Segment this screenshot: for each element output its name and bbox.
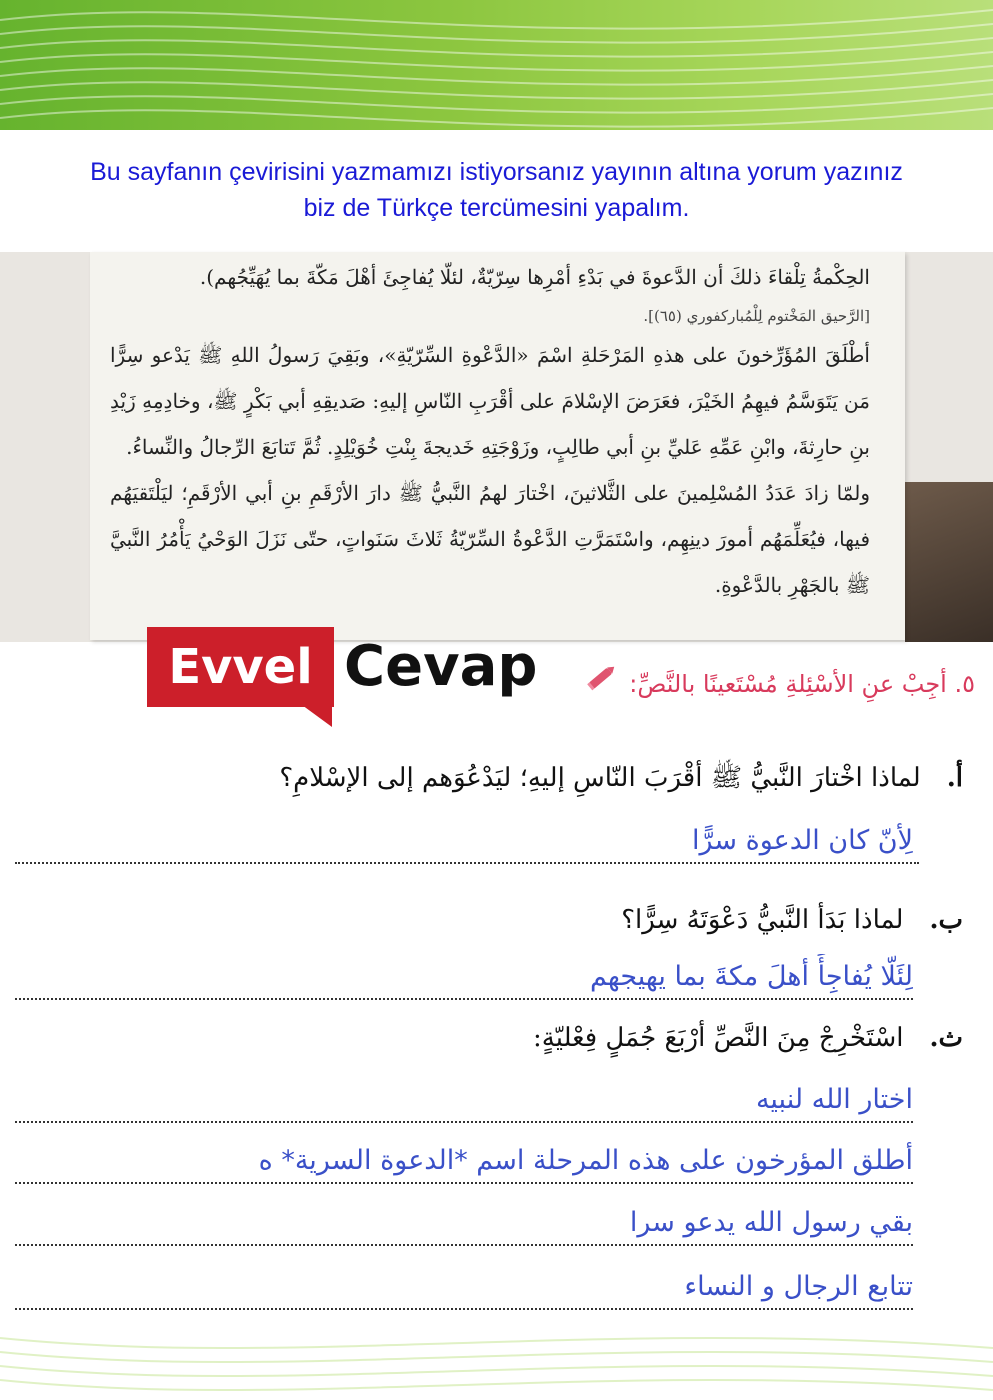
pencil-icon — [585, 660, 619, 708]
logo-evvel: Evvel — [147, 627, 334, 707]
answer-c4-text: تتابع الرجال و النساء — [684, 1271, 913, 1302]
answer-a-line[interactable] — [15, 818, 919, 864]
answer-c3-line[interactable] — [15, 1200, 913, 1246]
answer-c3-text: بقي رسول الله يدعو سرا — [629, 1207, 913, 1238]
answer-b-text: لِئَلّا يُفاجِأَ أهلَ مكةَ بما يهيجهم — [589, 961, 913, 992]
exercise-header — [585, 660, 975, 708]
answer-c4-line[interactable] — [15, 1264, 913, 1310]
answer-a-text: لِأنّ كان الدعوة سرًّا — [691, 825, 913, 856]
logo-speech-tail — [302, 705, 332, 727]
logo-cevap: Cevap — [344, 634, 538, 699]
notice-line-1: Bu sayfanın çevirisini yazmamızı istiyorsanız yayının altına yorum yazınız — [90, 158, 903, 186]
wave-decoration — [0, 0, 993, 130]
book-excerpt — [0, 252, 993, 642]
answer-c1-text: اختار الله لنبيه — [755, 1084, 913, 1115]
excerpt-source: [الرَّحيق المَخْتوم لِلْمُباركفوري (٦٥)]. — [643, 307, 870, 325]
question-c-letter: ث. — [929, 1023, 963, 1053]
answer-b-line[interactable] — [15, 954, 913, 1000]
question-c-text: اسْتَخْرِجْ مِنَ النَّصِّ أرْبَعَ جُمَلٍ فِعْليّةٍ: — [533, 1023, 904, 1053]
excerpt-paragraph-3: ولمّا زادَ عَدَدُ المُسْلِمينَ على الثَّلاثينَ، اخْتارَ لهمُ النَّبيُّ ﷺ دارَ الأرْقَمِ بنِ أبي الأرْقَمِ؛ ليَلْتَقيَهُم فيها، فيُعَلِّمَهُم أمورَ دينِهِم، واسْتَمَرَّتِ الدَّعْوةُ السِّرّيّةُ ثَلاثَ سَنَواتٍ، حتّى نَزَلَ الوَحْيُ يَأْمُرُ النَّبيَّ ﷺ بالجَهْرِ بالدَّعْوةِ. — [110, 481, 870, 597]
answer-c2-line[interactable] — [15, 1138, 913, 1184]
excerpt-paragraph-2: أطْلَقَ المُؤَرِّخونَ على هذهِ المَرْحَلةِ اسْمَ «الدَّعْوةِ السِّرّيّةِ»، وبَقِيَ رَسولُ اللهِ ﷺ يَدْعو سِرًّا مَن يَتَوَسَّمُ فيهِمُ الخَيْرَ، فعَرَضَ الإسْلامَ على أقْرَبِ النّاسِ إليهِ: صَديقِهِ أبي بَكْرٍ ﷺ، وخادِمِهِ زَيْدِ بنِ حارِثةَ، وابْنِ عَمِّهِ عَليِّ بنِ أبي طالِبٍ، وزَوْجَتِهِ خَديجةَ بِنْتِ خُوَيْلِدٍ. ثُمَّ تَتابَعَ الرِّجالُ والنِّساءُ. — [110, 343, 870, 459]
translation-notice — [0, 130, 993, 252]
answer-c1-line[interactable] — [15, 1077, 913, 1123]
question-a-text: لماذا اخْتارَ النَّبيُّ ﷺ أقْرَبَ النّاسِ إليهِ؛ ليَدْعُوَهم إلى الإسْلامِ؟ — [279, 763, 921, 793]
evvel-cevap-logo — [147, 627, 547, 727]
exercise-title: ٥. أجِبْ عنِ الأسْئِلةِ مُسْتَعينًا بالنَّصِّ: — [629, 670, 975, 698]
question-b — [621, 900, 963, 940]
notice-line-2: biz de Türkçe tercümesini yapalım. — [303, 194, 690, 222]
question-a — [279, 758, 963, 798]
answer-c2-text: أطلق المؤرخون على هذه المرحلة اسم *الدعوة السرية* ه — [258, 1145, 913, 1176]
question-a-letter: أ. — [946, 763, 963, 793]
question-b-text: لماذا بَدَأ النَّبيُّ دَعْوَتَهُ سِرًّا؟ — [621, 905, 904, 935]
question-b-letter: ب. — [929, 905, 963, 935]
excerpt-paragraph-1: الحِكْمةُ تِلْقاءَ ذلكَ أن الدَّعوةَ في بَدْءِ أمْرِها سِرّيّةٌ، لئلّا يُفاجِئَ أهْلَ مَكّةَ بما يُهَيِّجُهم). — [199, 265, 870, 289]
top-green-banner — [0, 0, 993, 130]
bottom-wave-decoration — [0, 1318, 993, 1400]
excerpt-text — [110, 254, 870, 608]
question-c — [533, 1018, 963, 1058]
photo-fragment — [905, 482, 993, 642]
